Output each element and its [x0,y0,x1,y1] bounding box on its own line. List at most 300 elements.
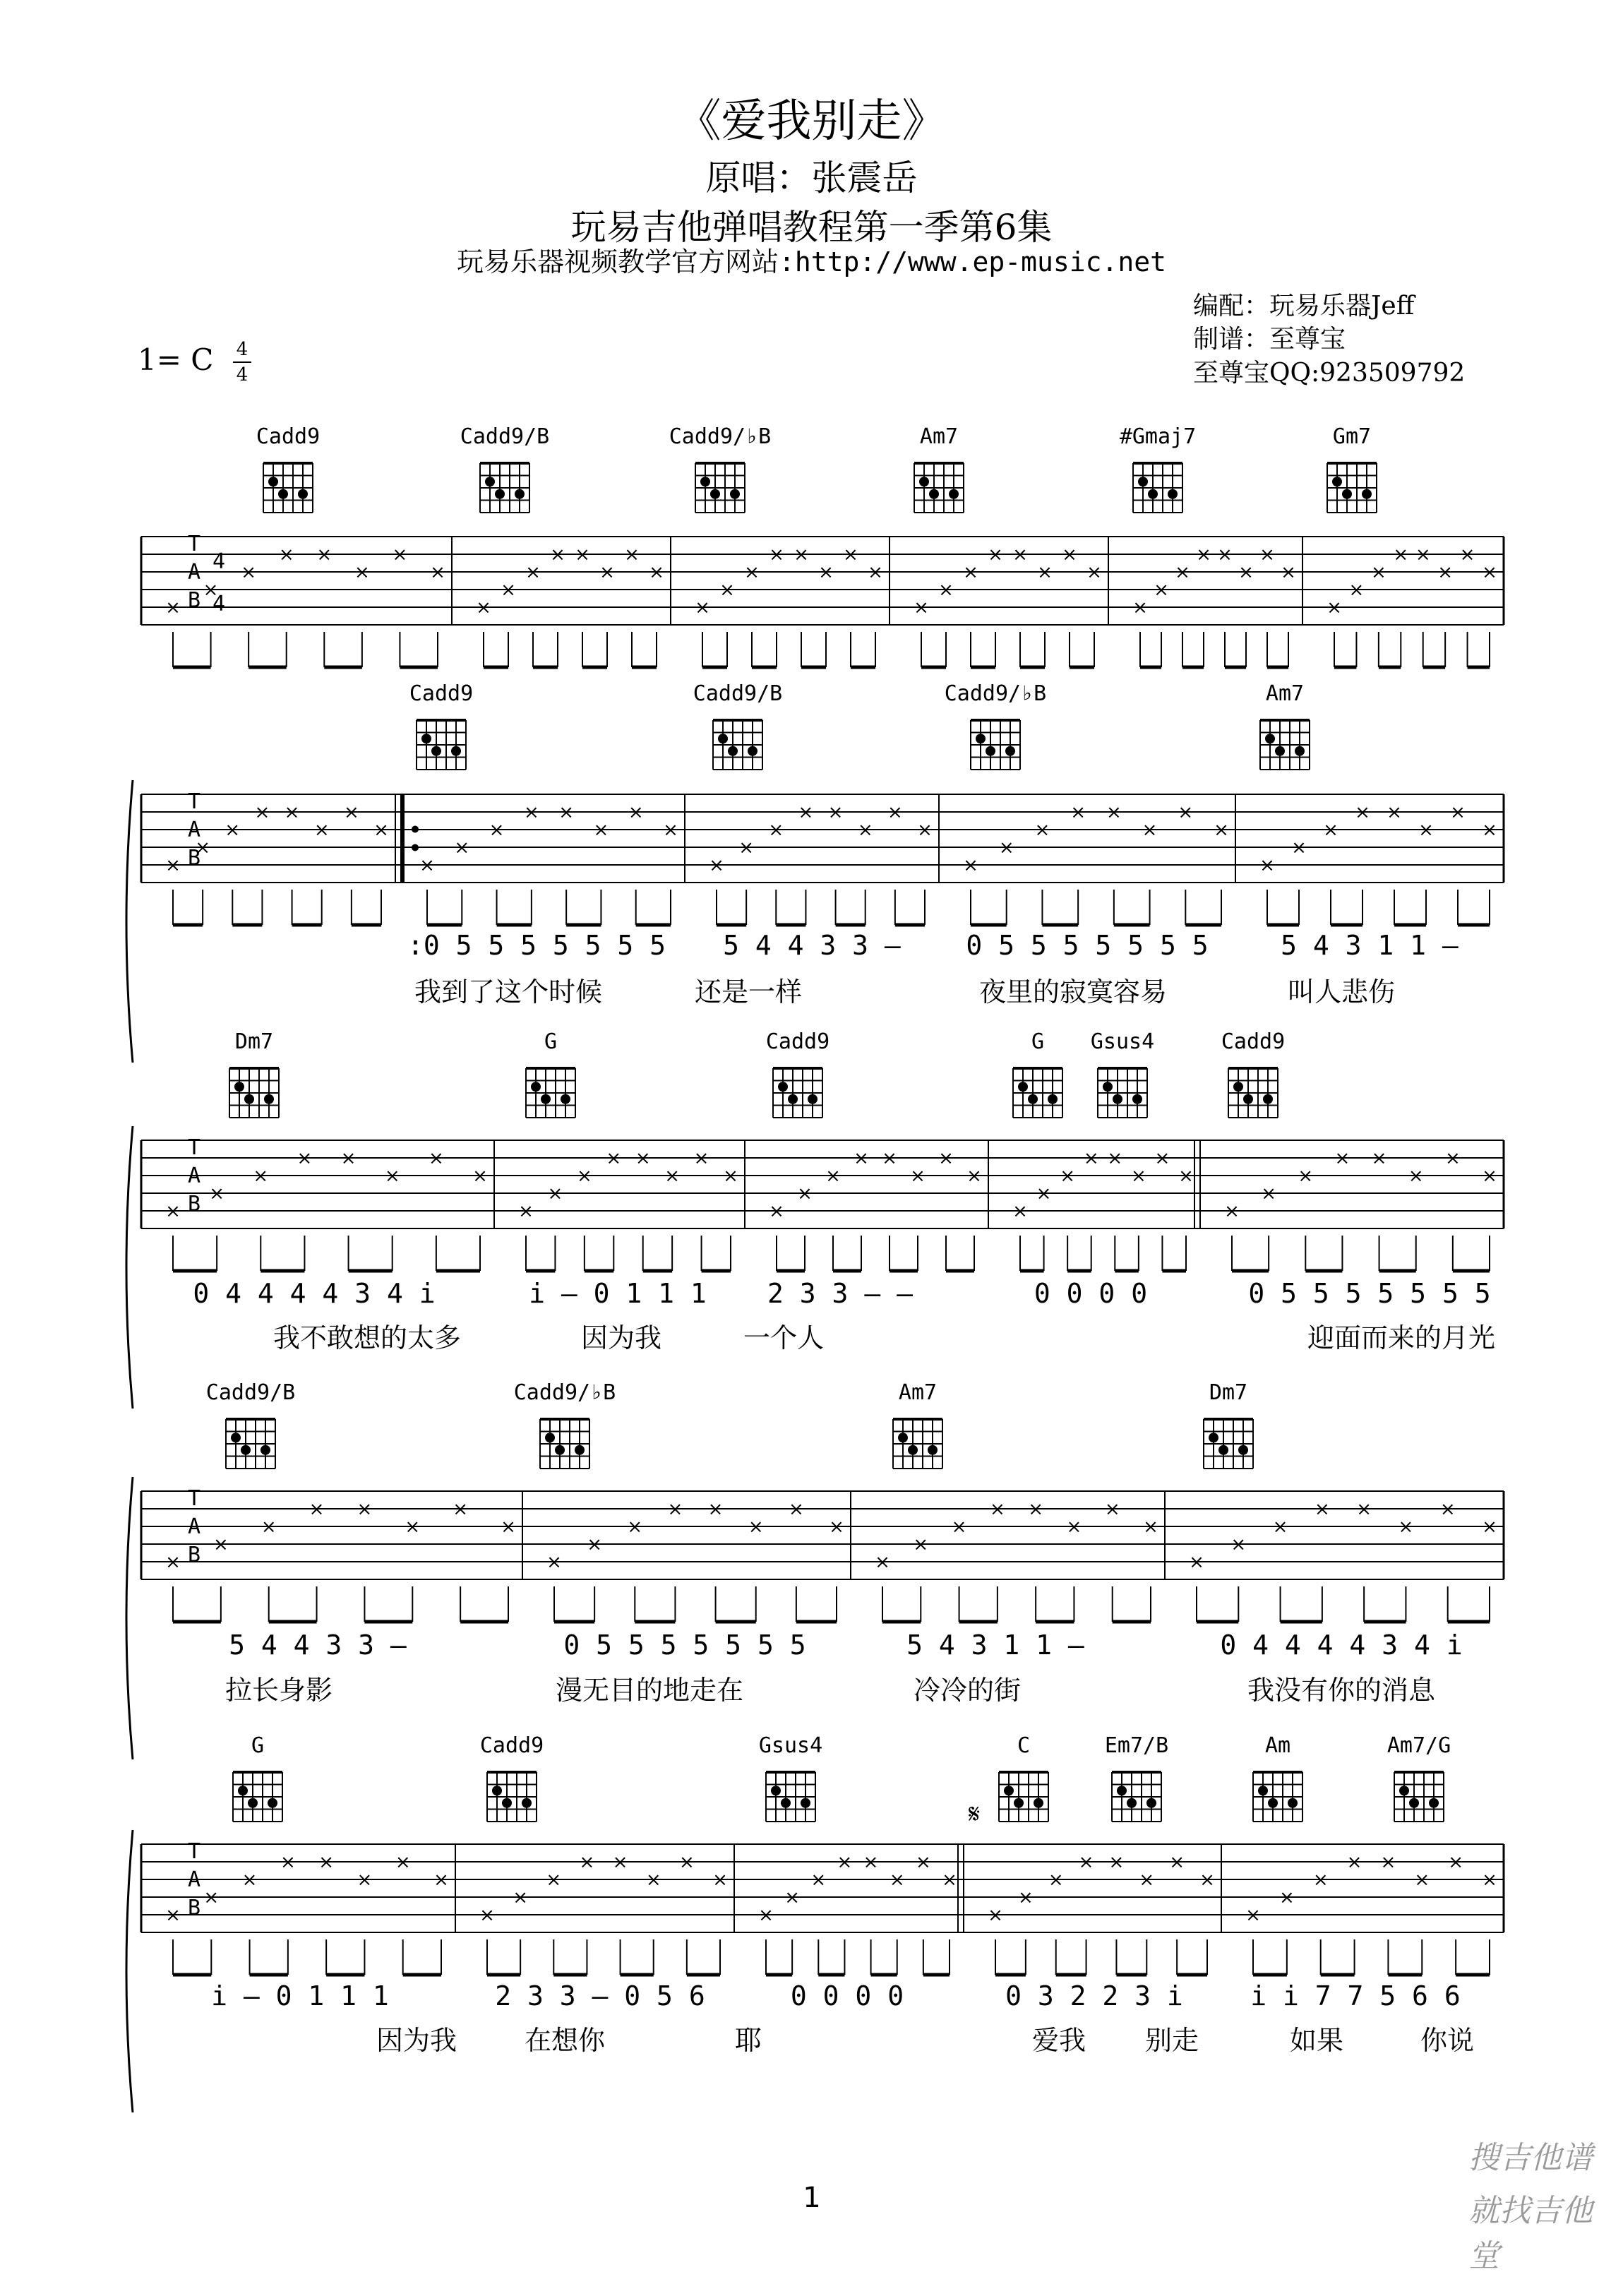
pick-mark: × [1439,1499,1456,1520]
jianpu-notes: 0 4 4 4 4 3 4 i [193,1278,436,1309]
pick-mark: × [1034,820,1050,841]
pick-mark: × [1281,562,1296,583]
lyric-line: 我到了这个时候 [414,976,603,1008]
pick-mark: × [1482,820,1497,841]
pick-mark: × [748,1517,764,1538]
tab-label-a: A [187,818,201,842]
chord-dot [1409,1798,1419,1808]
pick-mark: × [719,580,735,601]
jianpu-notes: 5 4 4 3 3 – [229,1630,407,1661]
pick-mark: × [998,837,1014,859]
chord-dot [928,1445,938,1455]
pick-mark: × [1189,1552,1204,1573]
chord-dot [1295,746,1305,756]
pick-mark: × [635,1148,651,1169]
pick-mark: × [1418,820,1434,841]
pick-mark: × [558,802,575,823]
lyric-line: 因为我 [580,1322,662,1353]
chord-name: Cadd9 [1221,1029,1286,1054]
pick-mark: × [546,1552,562,1573]
chord-dot [264,1094,274,1104]
chord-diagram [229,1029,279,1118]
pick-mark: × [1130,1166,1146,1187]
chord-dot [1429,1798,1439,1808]
lyric-line: 耶 [734,2025,762,2056]
pick-mark: × [419,855,435,876]
pick-mark: × [1261,1183,1277,1204]
pick-mark: × [624,544,640,566]
pick-mark: × [1217,544,1233,566]
pick-mark: × [278,544,294,566]
pick-mark: × [587,1534,603,1555]
jianpu-notes: 0 3 2 2 3 i [1005,1980,1183,2011]
lyric-line: 在想你 [524,2025,606,2056]
tab-label-b: B [187,1896,201,1920]
pick-mark: × [392,544,408,566]
chord-name: Cadd9/B [205,1380,296,1405]
pick-mark: × [738,837,755,859]
lyric-line: 我不敢想的太多 [273,1322,462,1353]
chord-name: Gsus4 [1090,1029,1155,1054]
pick-mark: × [917,820,933,841]
chord-dot [1263,1094,1273,1104]
repeat-dot [412,826,419,833]
staff-system-5 [126,1733,1504,2112]
system-brace [126,1126,133,1409]
pick-mark: × [1066,1517,1082,1538]
pick-mark: × [1370,562,1387,583]
tab-label-a: A [187,560,201,585]
course-series: 玩易吉他弹唱教程第一季第6集 [570,207,1053,248]
jianpu-notes: 0 5 5 5 5 5 5 5 [966,930,1209,961]
chord-dot [781,1798,791,1808]
lyric-line: 漫无目的地走在 [555,1675,744,1706]
chord-dot [1209,1433,1218,1442]
pick-mark: × [501,1517,516,1538]
pick-mark: × [1415,544,1431,566]
pick-mark: × [863,1852,879,1873]
pick-mark: × [1086,562,1102,583]
chord-diagram [1387,1733,1451,1822]
chord-diagram [526,1029,575,1118]
chord-dot [748,746,757,756]
jianpu-notes: i i 7 7 5 6 6 [1250,1980,1461,2011]
pick-mark: × [1062,544,1077,566]
pick-mark: × [1078,1852,1094,1873]
chord-dot [1005,746,1015,756]
pick-mark: × [518,1201,534,1222]
pick-mark: × [938,580,954,601]
pick-mark: × [707,1499,724,1520]
chord-name: Am7 [1265,681,1305,706]
jianpu-notes: 0 4 4 4 4 3 4 i [1220,1630,1463,1661]
repeat-dot [412,844,419,851]
pick-mark: × [576,1166,592,1187]
pick-mark: × [1245,1905,1261,1926]
lyric-line: 夜里的寂寞容易 [978,976,1168,1008]
pick-mark: × [868,562,883,583]
pick-mark: × [1214,820,1229,841]
pick-mark: × [938,1148,954,1169]
pick-mark: × [1448,1852,1464,1873]
chord-name: Cadd9 [409,681,474,706]
pick-mark: × [241,562,257,583]
chord-dot [1146,1798,1156,1808]
chord-dot [268,1798,277,1808]
tab-label-b: B [187,1543,201,1567]
pick-mark: × [428,1148,444,1169]
chord-name: Em7/B [1104,1733,1169,1758]
chord-dot [502,1798,512,1808]
pick-mark: × [284,802,300,823]
pick-mark: × [384,1166,400,1187]
pick-mark: × [966,1166,982,1187]
chord-name: Am7 [919,424,959,449]
chord-name: G [1031,1029,1045,1054]
pick-mark: × [1012,544,1028,566]
pick-mark: × [165,855,181,876]
pick-mark: × [316,544,333,566]
chord-dot [238,1786,248,1795]
chord-dot [728,746,738,756]
segno-sign: 𝄋 [968,1798,981,1829]
pick-mark: × [547,1183,563,1204]
pick-mark: × [942,1870,957,1891]
chord-dot [248,1798,258,1808]
chord-dot [241,1445,251,1455]
chord-dot [451,746,461,756]
pick-mark: × [546,1870,562,1891]
chord-name: #Gmaj7 [1119,424,1197,449]
lyric-line: 迎面而来的月光 [1307,1322,1496,1353]
pick-mark: × [1139,1870,1155,1891]
pick-mark: × [1437,562,1454,583]
lyric-line: 别走 [1144,2025,1199,2056]
pick-mark: × [1323,820,1338,841]
chord-diagram [1120,424,1196,513]
chord-dot [1034,1798,1043,1808]
pick-mark: × [1348,580,1365,601]
chord-name: Cadd9/B [693,681,783,706]
pick-mark: × [340,1148,357,1169]
chord-diagram [1091,1029,1154,1118]
pick-mark: × [1482,562,1497,583]
pick-mark: × [203,580,219,601]
pick-mark: × [454,837,470,859]
chord-diagram [759,1733,822,1822]
page-number: 1 [803,2182,821,2214]
chord-dot [929,489,939,499]
jianpu-notes: 5 4 3 1 1 – [1281,930,1459,961]
pick-mark: × [709,855,724,876]
pick-mark: × [209,1183,225,1204]
pick-mark: × [430,562,445,583]
chord-dot [1218,1445,1228,1455]
pick-mark: × [476,597,491,618]
jianpu-notes: 0 0 0 0 [1034,1278,1148,1309]
chord-dot [421,734,431,743]
pick-mark: × [599,562,615,583]
lyric-line: 冷冷的街 [913,1675,1022,1706]
chord-dot [908,1445,918,1455]
chord-dot [1132,1094,1142,1104]
key-signature: 1= C [138,342,214,377]
pick-mark: × [354,562,370,583]
tab-label-a: A [187,1514,201,1539]
pick-mark: × [253,1166,269,1187]
watermark-line-1: 搜吉他谱 [1468,2140,1593,2176]
chord-dot [919,477,929,486]
pick-mark: × [1482,1870,1497,1891]
pick-mark: × [254,802,270,823]
pick-mark: × [1408,1166,1424,1187]
chord-dot [730,489,740,499]
pick-mark: × [165,1905,181,1926]
chord-diagram [1105,1733,1168,1822]
pick-mark: × [887,802,903,823]
pick-mark: × [579,1852,595,1873]
chord-dot [1265,734,1275,743]
pick-mark: × [1272,1517,1288,1538]
contact-qq: 至尊宝QQ:923509792 [1193,359,1466,388]
jianpu-notes: 2 3 3 – 0 5 6 [495,1980,705,2011]
jianpu-notes: 0 5 5 5 5 5 5 5 [563,1630,806,1661]
pick-mark: × [313,820,330,841]
original-singer: 原唱：张震岳 [705,157,918,198]
pick-mark: × [1178,1166,1194,1187]
chord-dot [1113,1094,1122,1104]
pick-mark: × [723,1166,738,1187]
pick-mark: × [472,1166,488,1187]
pick-mark: × [1346,1852,1363,1873]
pick-mark: × [453,1499,469,1520]
pick-mark: × [433,1870,449,1891]
pick-mark: × [395,1852,411,1873]
pick-mark: × [963,562,978,583]
pick-mark: × [1154,1148,1170,1169]
pick-mark: × [550,544,565,566]
pick-mark: × [810,1870,827,1891]
pick-mark: × [501,580,516,601]
time-signature-bottom: 4 [236,364,248,385]
chord-dot [788,1094,798,1104]
pick-mark: × [825,1166,841,1187]
pick-mark: × [1017,1887,1034,1908]
pick-mark: × [1036,1183,1052,1204]
pick-mark: × [712,1870,728,1891]
chord-dot [778,1082,788,1092]
pick-mark: × [798,802,814,823]
watermark-line-2: 就找吉他堂 [1468,2193,1593,2274]
chord-dot [244,1094,254,1104]
pick-mark: × [768,820,784,841]
pick-mark: × [797,1183,813,1204]
chord-dot [700,477,710,486]
chord-diagram [514,1380,616,1469]
chord-dot [1268,1798,1278,1808]
chord-diagram [460,424,549,513]
pick-mark: × [758,1905,774,1926]
chord-diagram [999,1733,1048,1822]
pick-mark: × [663,820,678,841]
pick-mark: × [889,1870,905,1891]
pick-mark: × [1482,1517,1497,1538]
chord-dot [808,1094,818,1104]
tab-label-t: T [187,1839,201,1864]
pick-mark: × [1380,1852,1396,1873]
pick-mark: × [910,1166,926,1187]
chord-name: Cadd9 [256,424,321,449]
pick-mark: × [1108,1852,1125,1873]
arranger-credit: 编配：玩易乐器Jeff [1193,292,1415,321]
chord-diagram [480,1733,544,1822]
website-line: 玩易乐器视频教学官方网站:http://www.ep-music.net [456,246,1167,277]
chord-dot [555,1445,565,1455]
pick-mark: × [913,1534,929,1555]
pick-mark: × [1070,802,1086,823]
tab-label-b: B [187,588,201,613]
chord-dot [1004,1786,1014,1795]
chord-diagram [1253,1733,1302,1822]
chord-dot [561,1094,570,1104]
pick-mark: × [667,1499,683,1520]
lyric-line: 叫人悲伤 [1287,976,1396,1008]
chord-name: Cadd9/♭B [669,424,772,449]
pick-mark: × [525,562,541,583]
pick-mark: × [1196,544,1211,566]
chord-diagram [1260,681,1310,770]
pick-mark: × [788,1499,804,1520]
pick-mark: × [827,802,844,823]
chord-dot [1332,477,1342,486]
pick-mark: × [212,1534,229,1555]
chord-dot [495,489,505,499]
chord-dot [1288,1798,1298,1808]
lyric-line: 因为我 [376,2025,457,2056]
pick-mark: × [1314,1499,1330,1520]
chord-dot [1168,489,1178,499]
chord-name: Gsus4 [758,1733,823,1758]
pick-mark: × [818,562,834,583]
pick-mark: × [1259,855,1275,876]
pick-mark: × [513,1887,529,1908]
chord-diagram [766,1029,830,1118]
chord-dot [1148,489,1158,499]
pick-mark: × [649,562,664,583]
chord-dot [231,1433,241,1442]
chord-dot [718,734,728,743]
tab-label-a: A [187,1164,201,1188]
pick-mark: × [1060,1166,1076,1187]
pick-mark: × [1398,1517,1414,1538]
tab-time-top: 4 [212,549,226,574]
pick-mark: × [1132,597,1148,618]
song-title: 《爱我别走》 [676,95,947,148]
chord-diagram [1327,424,1377,513]
chord-dot [976,734,986,743]
pick-mark: × [988,1905,1003,1926]
chord-diagram [893,1380,942,1469]
jianpu-notes: 5 4 3 1 1 – [906,1630,1084,1661]
chord-dot [545,1433,555,1442]
pick-mark: × [963,855,978,876]
pick-mark: × [165,1201,181,1222]
chord-dot [1117,1786,1127,1795]
pick-mark: × [1482,1166,1497,1187]
pick-mark: × [875,1552,890,1573]
jianpu-notes: 0 0 0 0 [790,1980,904,2011]
tab-label-b: B [187,846,201,871]
lyric-line: 你说 [1420,2025,1475,2056]
chord-diagram [693,681,782,770]
pick-mark: × [1175,562,1190,583]
pick-mark: × [915,1852,931,1873]
chord-diagram [1221,1029,1285,1118]
lyric-line: 爱我 [1031,2025,1086,2056]
chord-dot [268,477,278,486]
lyric-line: 还是一样 [694,976,803,1008]
transcriber-credit: 制谱：至尊宝 [1193,325,1346,354]
chord-dot [492,1786,502,1795]
jianpu-notes: i – 0 1 1 1 [211,1980,389,2011]
chord-diagram [409,681,473,770]
chord-name: Dm7 [234,1029,274,1054]
chord-diagram [1013,1029,1062,1118]
jianpu-notes: 2 3 3 – – [767,1278,913,1309]
pick-mark: × [1298,1166,1314,1187]
system-brace [126,780,133,1063]
pick-mark: × [241,1870,258,1891]
pick-mark: × [744,562,760,583]
pick-mark: × [854,1148,869,1169]
pick-mark: × [1278,1887,1295,1908]
pick-mark: × [593,820,609,841]
staff-system-1 [141,424,1504,667]
pick-mark: × [260,1517,277,1538]
chord-name: Cadd9/B [460,424,550,449]
pick-mark: × [1326,597,1342,618]
chord-dot [541,1094,551,1104]
pick-mark: × [297,1148,313,1169]
pick-mark: × [645,1870,661,1891]
pick-mark: × [1355,802,1370,823]
chord-diagram [233,1733,282,1822]
pick-mark: × [1230,1534,1247,1555]
pick-mark: × [664,1166,681,1187]
pick-mark: × [318,1852,335,1873]
pick-mark: × [769,544,784,566]
pick-mark: × [224,820,241,841]
chord-dot [298,489,308,499]
pick-mark: × [1312,1870,1329,1891]
time-signature-top: 4 [236,339,248,360]
chord-name: Dm7 [1209,1380,1248,1405]
jianpu-notes: 0 5 5 5 5 5 5 5 [1248,1278,1491,1309]
lyric-line: 如果 [1289,2025,1344,2056]
staff-system-2 [126,681,1504,1063]
chord-diagram [945,681,1047,770]
tab-time-bottom: 4 [212,592,226,616]
chord-dot [1399,1786,1409,1795]
pick-mark: × [280,1852,296,1873]
chord-dot [1018,1082,1028,1092]
chord-dot [1233,1082,1243,1092]
pick-mark: × [882,1148,897,1169]
chord-name: G [251,1733,265,1758]
tab-label-t: T [187,1135,201,1160]
pick-mark: × [1291,837,1307,859]
chord-diagram [914,424,964,513]
